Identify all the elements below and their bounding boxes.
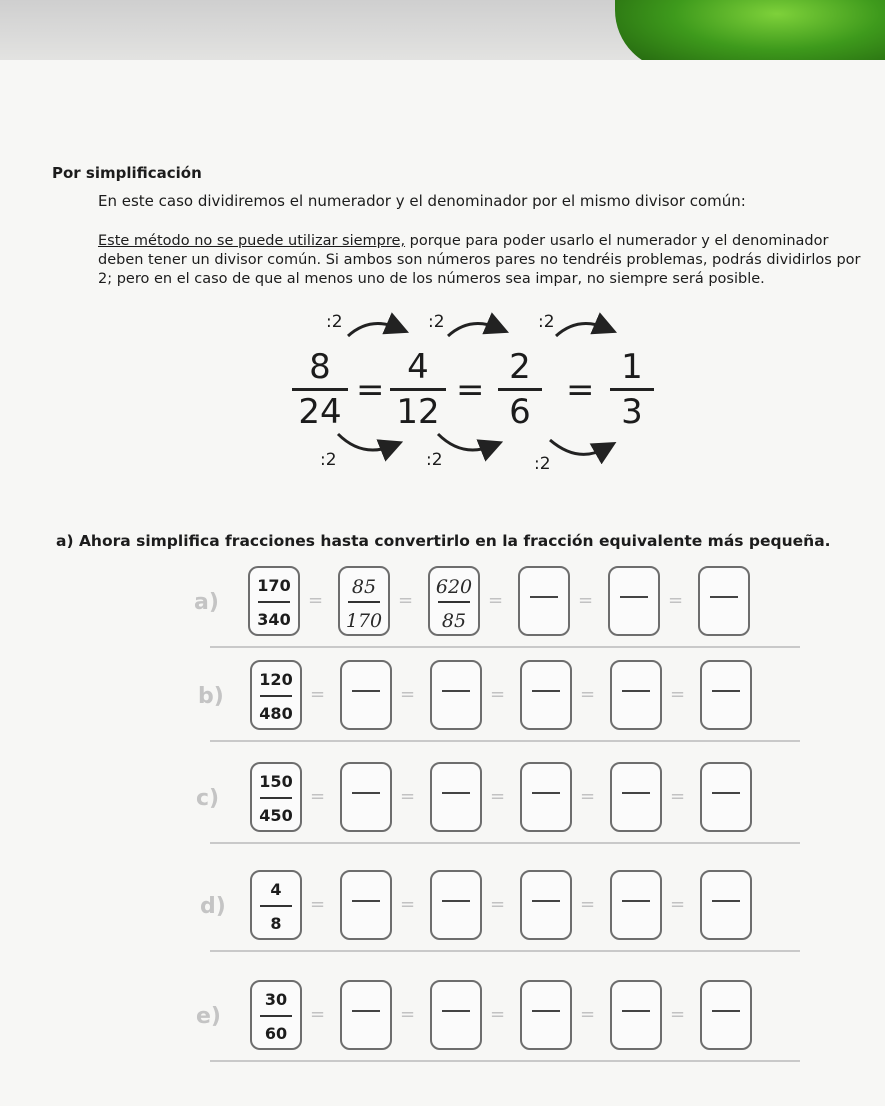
row-divider (210, 646, 800, 648)
arrow-top-2 (448, 324, 498, 337)
answer-fraction-box[interactable] (610, 762, 662, 832)
answer-fraction-box[interactable] (430, 980, 482, 1050)
answer-fraction-box[interactable] (340, 762, 392, 832)
answer-fraction-box[interactable] (338, 566, 390, 636)
numerator: 150 (259, 772, 293, 791)
numerator: 120 (259, 670, 293, 689)
equals-sign: = (580, 894, 596, 915)
answer-fraction-box[interactable] (700, 870, 752, 940)
answer-fraction-box[interactable] (610, 870, 662, 940)
equals-sign: = (670, 894, 686, 915)
example-simplification (280, 308, 680, 478)
answer-line (622, 900, 650, 902)
answer-fraction-box[interactable] (520, 762, 572, 832)
equals-sign: = (488, 590, 504, 611)
arrow-top-3 (556, 324, 606, 337)
fraction-bar (260, 905, 292, 907)
answer-fraction-box[interactable] (610, 980, 662, 1050)
answer-line (352, 690, 380, 692)
equals-sign: = (580, 1004, 596, 1025)
given-fraction-box (250, 870, 302, 940)
exercise-letter: b) (198, 684, 224, 709)
fraction-bar (390, 388, 446, 391)
answer-fraction-box[interactable] (610, 660, 662, 730)
paragraph-rest: porque para poder usarlo el numerador y el denominador deben tener un divisor común. Si ambos son números pares no tendréis problemas, podrás dividirlos por 2; pero en el caso de que al menos uno de los números sea impar, no siempre será posible. (98, 233, 861, 287)
answer-fraction-box[interactable] (700, 980, 752, 1050)
answer-fraction-box[interactable] (608, 566, 660, 636)
equals-sign: = (400, 786, 416, 807)
answer-fraction-box[interactable] (518, 566, 570, 636)
answer-line (712, 900, 740, 902)
exercise-letter: e) (196, 1004, 221, 1029)
row-divider (210, 1060, 800, 1062)
fraction-bar (610, 388, 654, 391)
answer-line (712, 690, 740, 692)
answer-fraction-box[interactable] (340, 980, 392, 1050)
equals-sign: = (668, 590, 684, 611)
equals-sign: = (670, 1004, 686, 1025)
row-divider (210, 950, 800, 952)
exercise-row (0, 566, 885, 666)
divisor-label-top-1: :2 (326, 312, 343, 332)
equals-sign: = (490, 1004, 506, 1025)
answer-line (530, 596, 558, 598)
denominator: 3 (621, 392, 643, 432)
equals-sign: = (670, 786, 686, 807)
answer-line (352, 900, 380, 902)
equals-sign: = (670, 684, 686, 705)
numerator: 8 (309, 347, 331, 387)
equals-sign: = (400, 684, 416, 705)
divisor-label-bottom-2: :2 (426, 450, 443, 470)
answer-line (442, 900, 470, 902)
equals-sign: = (398, 590, 414, 611)
denominator: 24 (298, 392, 342, 432)
answer-line (622, 690, 650, 692)
given-fraction-box (250, 980, 302, 1050)
equals-sign: = (310, 684, 326, 705)
numerator: 620 (435, 576, 473, 598)
numerator: 4 (407, 347, 429, 387)
denominator: 450 (259, 806, 293, 825)
numerator: 170 (257, 576, 291, 595)
equals-sign: = (490, 684, 506, 705)
given-fraction-box (248, 566, 300, 636)
answer-line (442, 1010, 470, 1012)
answer-fraction-box[interactable] (430, 870, 482, 940)
answer-fraction-box[interactable] (430, 762, 482, 832)
equals-sign: = (310, 894, 326, 915)
underlined-text: Este método no se puede utilizar siempre, (98, 233, 406, 249)
section-heading: Por simplificación (52, 164, 202, 182)
arrow-bottom-2 (438, 434, 492, 450)
fraction-bar (498, 388, 542, 391)
answer-line (532, 1010, 560, 1012)
denominator: 60 (264, 1024, 288, 1043)
arrow-bottom-1 (338, 434, 392, 450)
fraction-bar (258, 601, 290, 603)
row-divider (210, 740, 800, 742)
answer-fraction-box[interactable] (520, 980, 572, 1050)
exercise-letter: d) (200, 894, 226, 919)
equals-sign: = (580, 786, 596, 807)
numerator: 30 (264, 990, 288, 1009)
answer-line (620, 596, 648, 598)
equals-sign: = (578, 590, 594, 611)
fraction-bar (260, 797, 292, 799)
example-fraction-1 (292, 348, 348, 431)
answer-line (622, 1010, 650, 1012)
denominator: 6 (509, 392, 531, 432)
answer-line (532, 900, 560, 902)
explanation-paragraph (98, 232, 868, 289)
answer-line (532, 690, 560, 692)
exercise-row (0, 980, 885, 1080)
equals-sign: = (580, 684, 596, 705)
divisor-label-bottom-1: :2 (320, 450, 337, 470)
exercise-row (0, 660, 885, 760)
equals-sign: = (566, 370, 595, 410)
equals-sign: = (400, 894, 416, 915)
numerator: 2 (509, 347, 531, 387)
equals-sign: = (356, 370, 385, 410)
fraction-bar (260, 1015, 292, 1017)
arrow-bottom-3 (550, 440, 606, 454)
equals-sign: = (308, 590, 324, 611)
intro-text: En este caso dividiremos el numerador y el denominador por el mismo divisor común: (98, 192, 746, 210)
answer-fraction-box[interactable] (340, 870, 392, 940)
fraction-bar (292, 388, 348, 391)
equals-sign: = (310, 1004, 326, 1025)
example-fraction-2 (390, 348, 446, 431)
answer-fraction-box[interactable] (340, 660, 392, 730)
denominator: 85 (441, 610, 467, 632)
equals-sign: = (456, 370, 485, 410)
arrow-top-1 (348, 324, 398, 337)
row-divider (210, 842, 800, 844)
given-fraction-box (250, 762, 302, 832)
divisor-label-bottom-3: :2 (534, 454, 551, 474)
answer-line (352, 792, 380, 794)
answer-fraction-box[interactable] (700, 660, 752, 730)
answer-line (712, 792, 740, 794)
example-fraction-3 (498, 348, 542, 431)
denominator: 480 (259, 704, 293, 723)
denominator: 170 (345, 610, 383, 632)
divisor-label-top-3: :2 (538, 312, 555, 332)
answer-line (710, 596, 738, 598)
denominator: 340 (257, 610, 291, 629)
numerator: 1 (621, 347, 643, 387)
fraction-bar (260, 695, 292, 697)
answer-fraction-box[interactable] (700, 762, 752, 832)
answer-line (442, 792, 470, 794)
equals-sign: = (490, 894, 506, 915)
equals-sign: = (400, 1004, 416, 1025)
example-fraction-4 (610, 348, 654, 431)
equals-sign: = (310, 786, 326, 807)
answer-line (442, 690, 470, 692)
answer-fraction-box[interactable] (520, 870, 572, 940)
exercise-letter: c) (196, 786, 220, 811)
answer-fraction-box[interactable] (698, 566, 750, 636)
numerator: 4 (270, 880, 282, 899)
divisor-label-top-2: :2 (428, 312, 445, 332)
answer-fraction-box[interactable] (430, 660, 482, 730)
answer-line (712, 1010, 740, 1012)
answer-line (352, 1010, 380, 1012)
fraction-bar (438, 601, 470, 603)
given-fraction-box (250, 660, 302, 730)
numerator: 85 (351, 576, 377, 598)
exercise-letter: a) (194, 590, 219, 615)
equals-sign: = (490, 786, 506, 807)
exercise-instruction: a) Ahora simplifica fracciones hasta convertirlo en la fracción equivalente más pequeña. (56, 532, 831, 550)
denominator: 8 (270, 914, 282, 933)
answer-line (532, 792, 560, 794)
answer-line (622, 792, 650, 794)
exercise-row (0, 762, 885, 862)
answer-fraction-box[interactable] (520, 660, 572, 730)
fraction-bar (348, 601, 380, 603)
denominator: 12 (396, 392, 440, 432)
answer-fraction-box[interactable] (428, 566, 480, 636)
exercise-row (0, 870, 885, 970)
